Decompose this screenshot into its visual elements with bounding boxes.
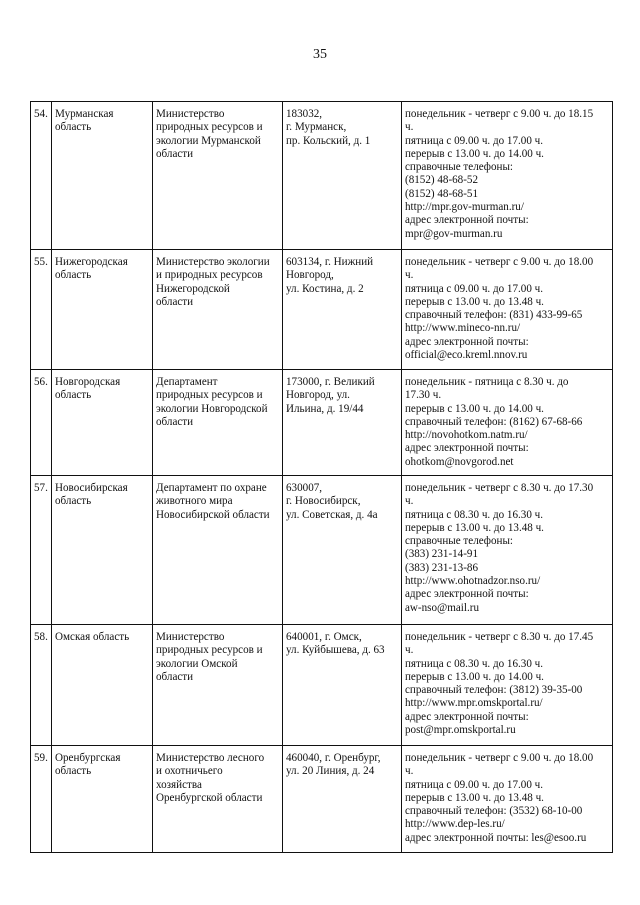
agency-line: области [156, 670, 194, 683]
address-line: ул. Куйбышева, д. 63 [286, 644, 385, 657]
agency-cell [153, 370, 283, 476]
region-line: Мурманская [55, 108, 114, 120]
agency-line: экологии Омской [156, 657, 238, 670]
table-row [31, 746, 613, 853]
contacts-line: post@mpr.omskportal.ru [405, 724, 516, 737]
agency-line: и природных ресурсов [156, 269, 263, 282]
contacts-cell [402, 102, 613, 250]
address-cell [283, 102, 402, 250]
agency-line: области [156, 147, 194, 160]
agency-line: экологии Мурманской [156, 134, 261, 147]
row-number-cell: 58. [31, 625, 52, 746]
address-line: 173000, г. Великий [286, 376, 375, 388]
region-line: Новосибирская [55, 482, 128, 494]
agency-line: Департамент по охране [156, 482, 267, 494]
contacts-line: понедельник - четверг с 8.30 ч. до 17.30 [405, 482, 594, 494]
contacts-line: перерыв с 13.00 ч. до 14.00 ч. [405, 147, 544, 160]
contacts-line: адрес электронной почты: [405, 710, 529, 723]
table-row [31, 625, 613, 746]
region-line: Нижегородская [55, 256, 128, 268]
address-line: 183032, [286, 108, 323, 120]
address-line: пр. Кольский, д. 1 [286, 134, 371, 147]
address-line: Новгород, ул. [286, 389, 350, 402]
contacts-line: (383) 231-14-91 [405, 548, 479, 561]
address-line: 630007, [286, 482, 323, 494]
table-row [31, 102, 613, 250]
region-cell [52, 102, 153, 250]
contacts-line: перерыв с 13.00 ч. до 13.48 ч. [405, 521, 544, 534]
contacts-line: 17.30 ч. [405, 389, 442, 402]
agency-line: Нижегородской [156, 282, 230, 295]
contacts-line: справочные телефоны: [405, 535, 513, 548]
contacts-line: перерыв с 13.00 ч. до 13.48 ч. [405, 791, 544, 804]
contacts-line: http://www.ohotnadzor.nso.ru/ [405, 575, 541, 588]
contacts-line: (8152) 48-68-51 [405, 187, 479, 200]
address-cell [283, 625, 402, 746]
agency-line: Новосибирской области [156, 508, 270, 521]
agency-line: Министерство [156, 108, 225, 120]
contacts-line: понедельник - четверг с 9.00 ч. до 18.00 [405, 752, 594, 764]
agency-cell [153, 102, 283, 250]
contacts-line: ч. [405, 495, 414, 508]
region-line: область [55, 269, 92, 282]
agency-line: Департамент [156, 376, 218, 388]
agency-line: животного мира [156, 495, 233, 508]
address-line: г. Мурманск, [286, 121, 347, 134]
contacts-line: адрес электронной почты: [405, 588, 529, 601]
contacts-line: справочный телефон: (831) 433-99-65 [405, 309, 583, 322]
region-cell [52, 476, 153, 625]
region-line: Оренбургская [55, 752, 121, 764]
agency-line: Министерство экологии [156, 256, 270, 268]
table-body [31, 102, 613, 853]
address-cell [283, 370, 402, 476]
contacts-line: понедельник - четверг с 8.30 ч. до 17.45 [405, 631, 594, 643]
address-cell [283, 746, 402, 853]
contacts-cell [402, 746, 613, 853]
contacts-line: пятница с 08.30 ч. до 16.30 ч. [405, 508, 544, 521]
contacts-line: справочный телефон: (3812) 39-35-00 [405, 684, 583, 697]
table-row [31, 370, 613, 476]
contacts-line: aw-nso@mail.ru [405, 601, 479, 614]
row-number-cell: 59. [31, 746, 52, 853]
contacts-cell [402, 476, 613, 625]
contacts-line: http://novohotkom.natm.ru/ [405, 429, 528, 442]
address-line: 603134, г. Нижний [286, 256, 374, 268]
table-row [31, 250, 613, 370]
contacts-line: пятница с 08.30 ч. до 16.30 ч. [405, 657, 544, 670]
agency-line: природных ресурсов и [156, 644, 263, 657]
region-cell [52, 746, 153, 853]
region-line: область [55, 121, 92, 134]
contacts-line: справочный телефон: (8162) 67-68-66 [405, 415, 583, 428]
contacts-line: http://www.dep-les.ru/ [405, 818, 505, 831]
address-line: ул. Советская, д. 4а [286, 508, 378, 521]
address-line: ул. Костина, д. 2 [286, 282, 364, 295]
address-cell [283, 250, 402, 370]
contacts-line: понедельник - четверг с 9.00 ч. до 18.00 [405, 256, 594, 268]
address-line: Новгород, [286, 269, 334, 282]
contacts-line: (383) 231-13-86 [405, 561, 479, 574]
contacts-cell [402, 625, 613, 746]
region-line: Новгородская [55, 376, 121, 388]
contacts-line: понедельник - пятница с 8.30 ч. до [405, 376, 569, 388]
region-cell [52, 250, 153, 370]
contacts-line: пятница с 09.00 ч. до 17.00 ч. [405, 282, 544, 295]
address-line: г. Новосибирск, [286, 495, 361, 508]
agency-line: природных ресурсов и [156, 121, 263, 134]
region-cell [52, 370, 153, 476]
agency-line: области [156, 415, 194, 428]
contacts-line: справочный телефон: (3532) 68-10-00 [405, 805, 583, 818]
agency-line: экологии Новгородской [156, 402, 268, 415]
contacts-line: (8152) 48-68-52 [405, 174, 479, 187]
contacts-cell [402, 250, 613, 370]
region-line: область [55, 495, 92, 508]
agency-line: области [156, 295, 194, 308]
agency-line: хозяйства [156, 778, 202, 791]
contacts-line: перерыв с 13.00 ч. до 14.00 ч. [405, 670, 544, 683]
address-line: Ильина, д. 19/44 [286, 402, 364, 415]
contacts-line: справочные телефоны: [405, 161, 513, 174]
agency-line: и охотничьего [156, 765, 223, 778]
contacts-line: перерыв с 13.00 ч. до 13.48 ч. [405, 295, 544, 308]
address-line: ул. 20 Линия, д. 24 [286, 765, 375, 778]
page-number: 35 [313, 47, 327, 62]
row-number-cell: 57. [31, 476, 52, 625]
contacts-line: пятница с 09.00 ч. до 17.00 ч. [405, 134, 544, 147]
agency-cell [153, 746, 283, 853]
agency-cell [153, 625, 283, 746]
address-line: 640001, г. Омск, [286, 631, 362, 643]
region-cell [52, 625, 153, 746]
contacts-line: mpr@gov-murman.ru [405, 227, 503, 240]
region-line: область [55, 765, 92, 778]
contacts-line: пятница с 09.00 ч. до 17.00 ч. [405, 778, 544, 791]
contacts-line: ч. [405, 121, 414, 134]
agency-line: природных ресурсов и [156, 389, 263, 402]
row-number-cell: 56. [31, 370, 52, 476]
contacts-line: ч. [405, 765, 414, 778]
contacts-line: http://mpr.gov-murman.ru/ [405, 201, 524, 214]
table-row [31, 476, 613, 625]
region-line: область [55, 389, 92, 402]
contacts-line: http://www.mpr.omskportal.ru/ [405, 697, 543, 710]
agency-line: Оренбургской области [156, 791, 263, 804]
row-number-cell: 54. [31, 102, 52, 250]
agency-line: Министерство [156, 631, 225, 643]
regional-authorities-table [30, 101, 613, 853]
agency-cell [153, 250, 283, 370]
contacts-line: official@eco.kreml.nnov.ru [405, 349, 528, 362]
contacts-line: адрес электронной почты: les@esoo.ru [405, 831, 587, 844]
row-number-cell: 55. [31, 250, 52, 370]
contacts-line: перерыв с 13.00 ч. до 14.00 ч. [405, 402, 544, 415]
contacts-line: ч. [405, 644, 414, 657]
contacts-cell [402, 370, 613, 476]
contacts-line: адрес электронной почты: [405, 214, 529, 227]
contacts-line: ohotkom@novgorod.net [405, 455, 514, 468]
contacts-line: ч. [405, 269, 414, 282]
contacts-line: понедельник - четверг с 9.00 ч. до 18.15 [405, 108, 594, 120]
address-line: 460040, г. Оренбург, [286, 752, 381, 764]
contacts-line: адрес электронной почты: [405, 335, 529, 348]
contacts-line: адрес электронной почты: [405, 442, 529, 455]
address-cell [283, 476, 402, 625]
agency-cell [153, 476, 283, 625]
contacts-line: http://www.mineco-nn.ru/ [405, 322, 521, 335]
agency-line: Министерство лесного [156, 752, 265, 764]
region-line: Омская область [55, 631, 130, 643]
